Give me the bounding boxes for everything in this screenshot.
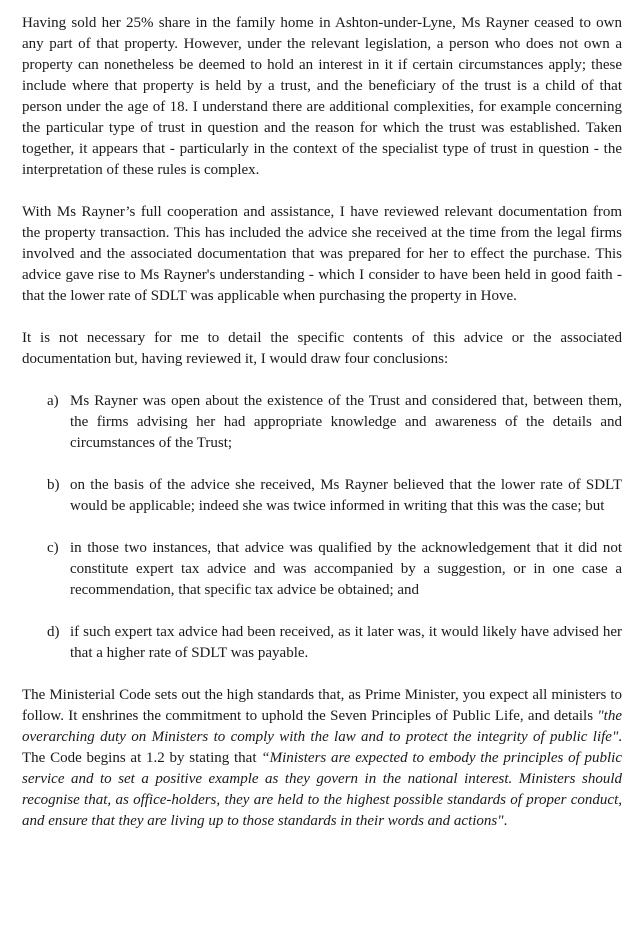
list-marker: b) <box>47 477 60 493</box>
list-marker: d) <box>47 624 60 640</box>
conclusion-item-b <box>22 475 622 517</box>
ministerial-code-text-1: The Ministerial Code sets out the high standards that, as Prime Minister, you expect all ministers to follow. It enshrines the commitment to uphold the Seven Principles of Public Life, and details <box>22 687 622 724</box>
ministerial-code-text-2: . The Code begins at 1.2 by stating that <box>22 729 622 766</box>
list-marker: a) <box>47 393 59 409</box>
paragraph-ministerial-code <box>22 685 622 832</box>
conclusion-text: on the basis of the advice she received, Ms Rayner believed that the lower rate of SDLT would be applicable; indeed she was twice informed in writing that this was the case; but <box>70 477 622 514</box>
paragraph-four-conclusions-intro: It is not necessary for me to detail the specific contents of this advice or the associated documentation but, having reviewed it, I would draw four conclusions: <box>22 330 622 367</box>
conclusion-item-c <box>22 538 622 601</box>
ministerial-code-quote-2: “Ministers are expected to embody the principles of public service and to set a positive example as they govern in the national interest. Ministers should recognise that, as office-holders, they are held to the highest possible standards of proper conduct, and ensure that they are living up to those standards in their words and actions" <box>22 750 622 829</box>
conclusion-item-a <box>22 391 622 454</box>
ministerial-code-quote-1: "the overarching duty on Ministers to comply with the law and to protect the integrity of public life" <box>22 708 622 745</box>
conclusion-text: if such expert tax advice had been received, as it later was, it would likely have advised her that a higher rate of SDLT was payable. <box>70 624 622 661</box>
conclusion-text: Ms Rayner was open about the existence of the Trust and considered that, between them, the firms advising her had appropriate knowledge and awareness of the details and circumstances of the Trust; <box>70 393 622 451</box>
paragraph-documentation-review: With Ms Rayner’s full cooperation and assistance, I have reviewed relevant documentation from the property transaction. This has included the advice she received at the time from the legal firms involved and the associated documentation that was prepared for her to effect the purchase. This advice gave rise to Ms Rayner's understanding - which I consider to have been held in good faith - that the lower rate of SDLT was applicable when purchasing the property in Hove. <box>22 204 622 304</box>
ministerial-code-text-3: . <box>503 813 508 829</box>
list-marker: c) <box>47 540 59 556</box>
conclusions-list <box>22 391 622 664</box>
document-page <box>22 13 622 853</box>
conclusion-text: in those two instances, that advice was qualified by the acknowledgement that it did not constitute expert tax advice and was accompanied by a suggestion, or in one case a recommendation, that specific tax advice be obtained; and <box>70 540 622 598</box>
paragraph-share-sale: Having sold her 25% share in the family home in Ashton-under-Lyne, Ms Rayner ceased to own any part of that property. However, under the relevant legislation, a person who does not own a property can nonetheless be deemed to hold an interest in it if certain circumstances apply; these include where that property is held by a trust, and the beneficiary of the trust is a child of that person under the age of 18. I understand there are additional complexities, for example concerning the particular type of trust in question and the reason for which the trust was established. Taken together, it appears that - particularly in the context of the specialist type of trust in question - the interpretation of these rules is complex. <box>22 15 622 178</box>
conclusion-item-d <box>22 622 622 664</box>
